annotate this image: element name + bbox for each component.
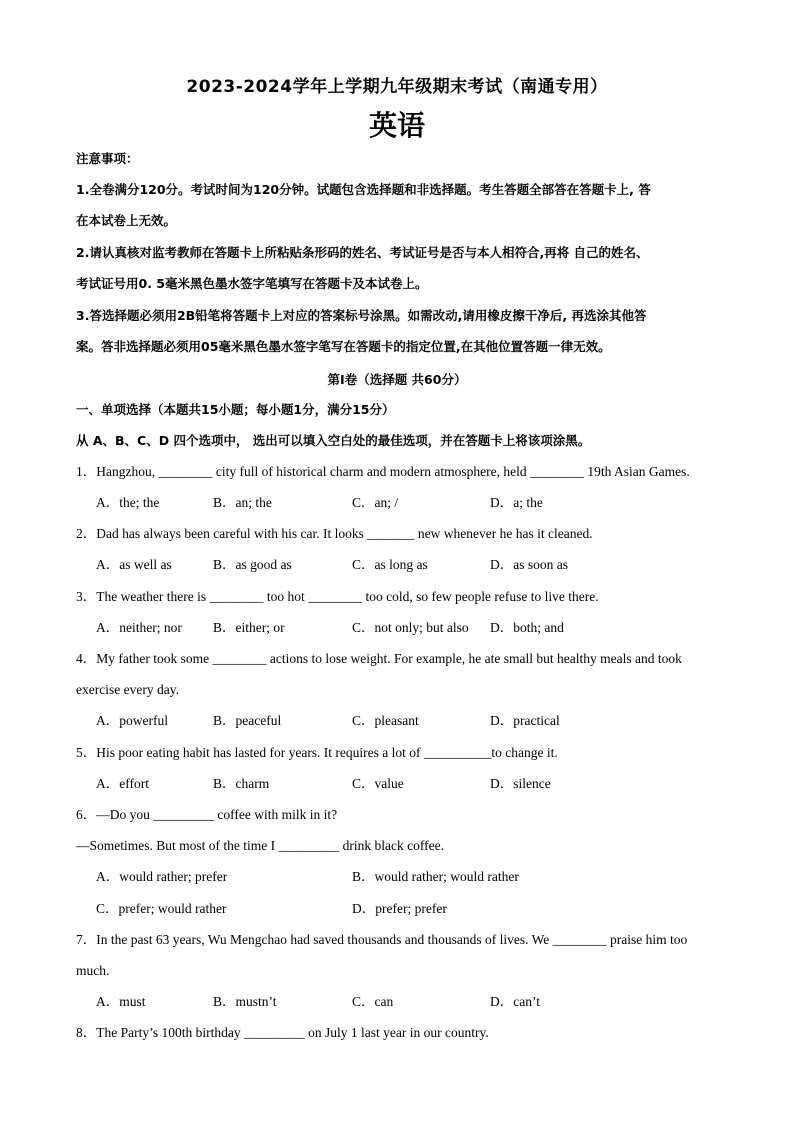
question-3-option-d: D．both; and bbox=[490, 620, 564, 635]
question-3-stem: 3．The weather there is ________ too hot ________ too cold, so few people refuse to live there. bbox=[76, 589, 599, 604]
notes-line-4: 考试证号用0. 5毫米黑色墨水签字笔填写在答题卡及本试卷上。 bbox=[76, 276, 428, 291]
question-1-stem: 1．Hangzhou, ________ city full of historical charm and modern atmosphere, held ________ 19th Asian Games. bbox=[76, 464, 690, 479]
question-8-stem: 8．The Party’s 100th birthday _________ on July 1 last year in our country. bbox=[76, 1025, 489, 1040]
notes-heading: 注意事项： bbox=[76, 151, 139, 166]
question-5-option-c: C．value bbox=[352, 776, 404, 791]
question-5-option-a: A．effort bbox=[96, 776, 149, 791]
question-2-option-c: C．as long as bbox=[352, 557, 428, 572]
question-4-option-d: D．practical bbox=[490, 713, 560, 728]
section-instruction: 从 A、B、C、D 四个选项中， 选出可以填入空白处的最佳选项，并在答题卡上将该项涂黑。 bbox=[76, 433, 591, 448]
question-2-stem: 2．Dad has always been careful with his car. It looks _______ new whenever he has it cleaned. bbox=[76, 526, 593, 541]
question-2-option-d: D．as soon as bbox=[490, 557, 568, 572]
question-6-option-b: B．would rather; would rather bbox=[352, 869, 519, 884]
question-7-stem: 7．In the past 63 years, Wu Mengchao had saved thousands and thousands of lives. We ________ praise him too bbox=[76, 932, 688, 947]
notes-line-5: 3.答选择题必须用2B铅笔将答题卡上对应的答案标号涂黑。如需改动,请用橡皮擦干净后, 再选涂其他答 bbox=[76, 308, 647, 323]
exam-title: 2023-2024学年上学期九年级期末考试（南通专用） bbox=[186, 77, 608, 97]
question-6-stem: 6．—Do you _________ coffee with milk in it? bbox=[76, 807, 338, 822]
notes-line-2: 在本试卷上无效。 bbox=[76, 213, 177, 228]
question-4-stem: 4．My father took some ________ actions to lose weight. For example, he ate small but healthy meals and took bbox=[76, 651, 682, 666]
question-6-option-a: A．would rather; prefer bbox=[96, 869, 228, 884]
notes-line-6: 案。答非选择题必须用05毫米黑色墨水签字笔写在答题卡的指定位置,在其他位置答题一律无效。 bbox=[76, 339, 611, 354]
question-1-option-a: A．the; the bbox=[96, 495, 160, 510]
question-4-option-c: C．pleasant bbox=[352, 713, 419, 728]
section-heading: 一、单项选择（本题共15小题；每小题1分，满分15分） bbox=[76, 402, 395, 417]
question-5-stem: 5．His poor eating habit has lasted for years. It requires a lot of __________to change it. bbox=[76, 745, 558, 760]
question-1-option-b: B．an; the bbox=[213, 495, 272, 510]
question-4-option-b: B．peaceful bbox=[213, 713, 282, 728]
notes-line-1: 1.全卷满分120分。考试时间为120分钟。试题包含选择题和非选择题。考生答题全部答在答题卡上, 答 bbox=[76, 182, 651, 197]
question-7-stem-continued: much. bbox=[76, 963, 110, 978]
question-1-option-d: D．a; the bbox=[490, 495, 543, 510]
question-5-option-b: B．charm bbox=[213, 776, 270, 791]
question-1-option-c: C．an; / bbox=[352, 495, 399, 510]
exam-subject: 英语 bbox=[368, 109, 425, 142]
question-4-option-a: A．powerful bbox=[96, 713, 168, 728]
question-6-option-d: D．prefer; prefer bbox=[352, 901, 447, 916]
question-7-option-c: C．can bbox=[352, 994, 394, 1009]
question-6-option-c: C．prefer; would rather bbox=[96, 901, 227, 916]
question-2-option-b: B．as good as bbox=[213, 557, 292, 572]
question-7-option-a: A．must bbox=[96, 994, 146, 1009]
question-7-option-d: D．can’t bbox=[490, 994, 540, 1009]
part1-heading: 第I卷（选择题 共60分） bbox=[327, 372, 467, 387]
question-5-option-d: D．silence bbox=[490, 776, 551, 791]
question-6-stem-continued: —Sometimes. But most of the time I _________ drink black coffee. bbox=[76, 838, 444, 853]
question-3-option-c: C．not only; but also bbox=[352, 620, 469, 635]
question-7-option-b: B．mustn’t bbox=[213, 994, 277, 1009]
question-2-option-a: A．as well as bbox=[96, 557, 172, 572]
question-3-option-a: A．neither; nor bbox=[96, 620, 182, 635]
notes-line-3: 2.请认真核对监考教师在答题卡上所粘贴条形码的姓名、考试证号是否与本人相符合,再将 自己的姓名、 bbox=[76, 245, 649, 260]
question-3-option-b: B．either; or bbox=[213, 620, 285, 635]
question-4-stem-continued: exercise every day. bbox=[76, 682, 179, 697]
